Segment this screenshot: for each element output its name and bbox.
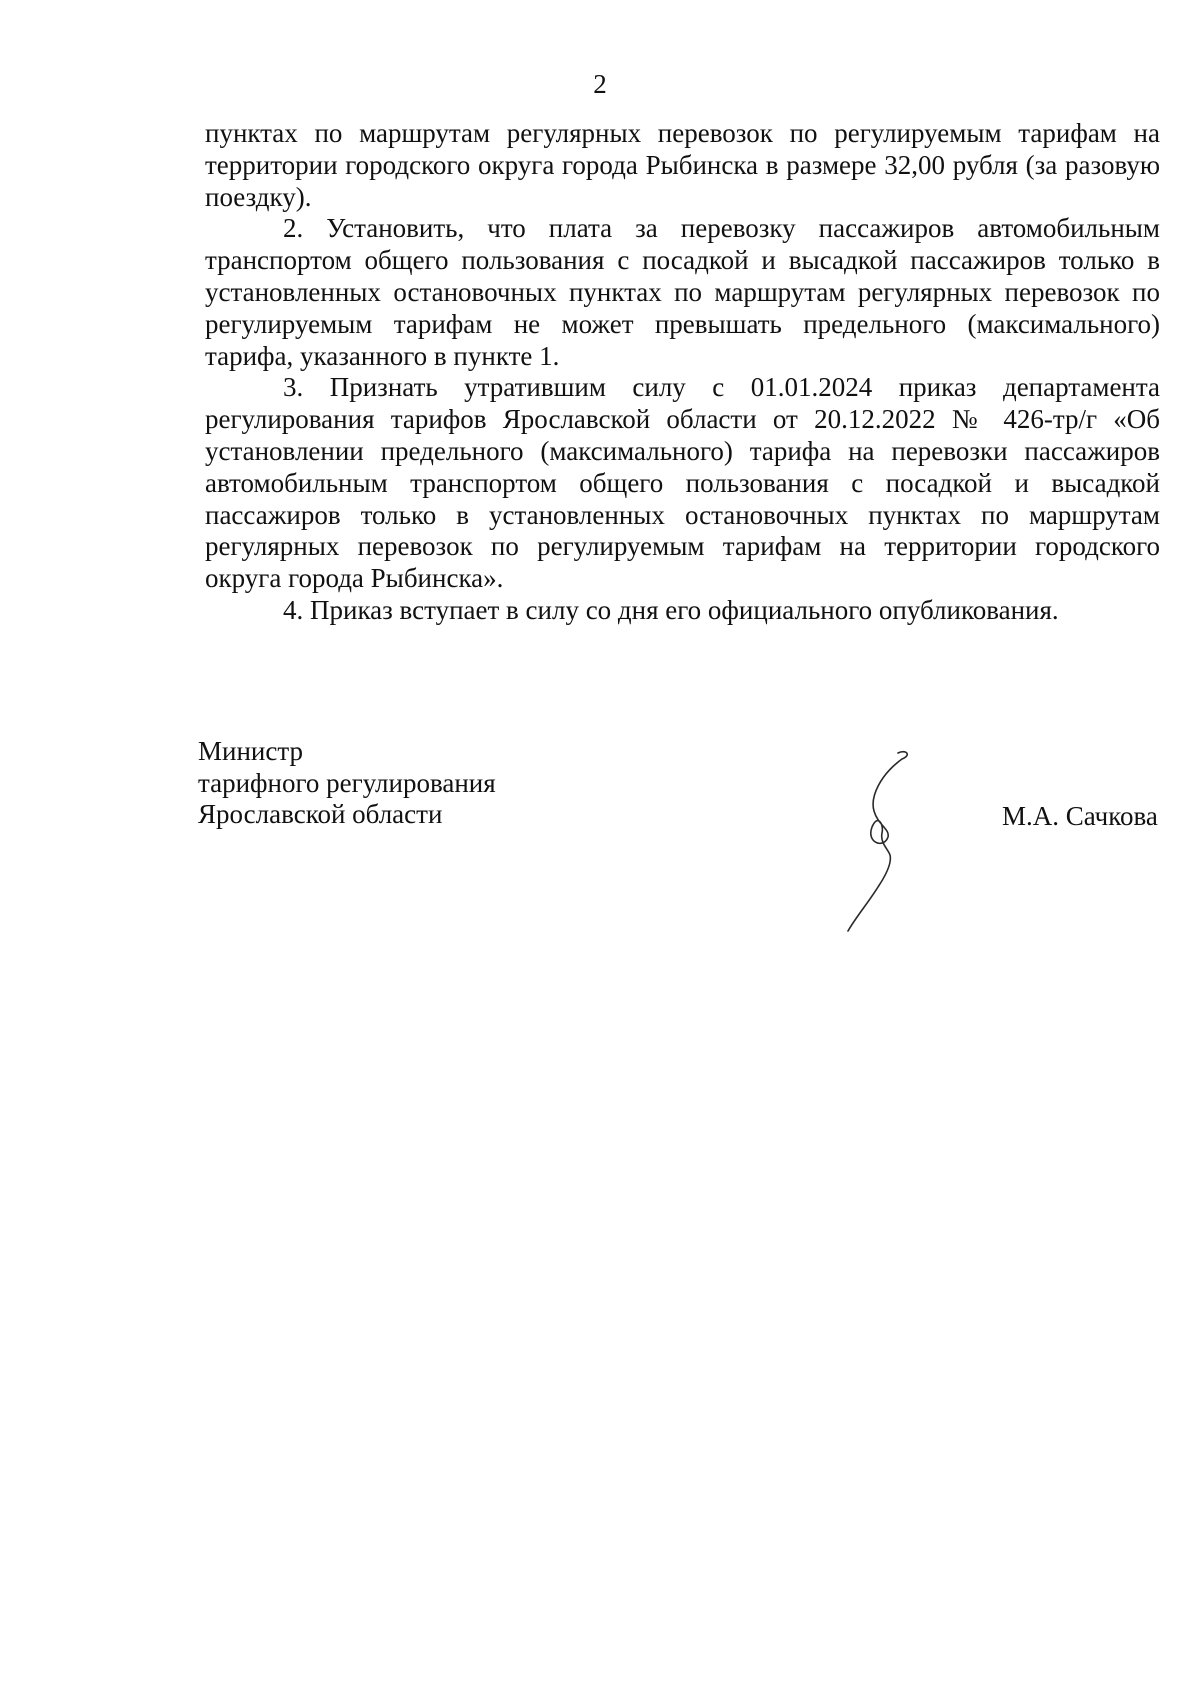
signatory-title [198, 736, 496, 831]
handwritten-signature [840, 745, 940, 935]
page-number: 2 [593, 69, 607, 99]
paragraph-continuation: пунктах по маршрутам регулярных перевозок по регулируемым тарифам на территории городского округа города Рыбинска в размере 32,00 рубля (за разовую поездку). [205, 118, 1160, 212]
signatory-title-line: тарифного регулирования [198, 767, 496, 798]
paragraph-2: 2. Установить, что плата за перевозку пассажиров автомобильным транспортом общего пользования с посадкой и высадкой пассажиров только в установленных остановочных пунктах по маршрутам регулярных перевозок по регулируемым тарифам не может превышать предельного (максимального) тарифа, указанного в пункте 1. [205, 213, 1160, 371]
paragraph-4: 4. Приказ вступает в силу со дня его официального опубликования. [283, 594, 1059, 625]
paragraph-3: 3. Признать утратившим силу с 01.01.2024 приказ департамента регулирования тарифов Ярославской области от 20.12.2022 № 426-тр/г «Об установлении предельного (максимального) тарифа на перевозки пассажиров автомобильным транспортом общего пользования с посадкой и высадкой пассажиров только в установленных остановочных пунктах по маршрутам регулярных перевозок по регулируемым тарифам на территории городского округа города Рыбинска». [205, 372, 1160, 594]
signatory-name: М.А. Сачкова [1002, 801, 1158, 831]
signatory-title-line: Ярославской области [198, 799, 443, 829]
signatory-title-line: Министр [198, 736, 303, 766]
document-body [205, 118, 1160, 627]
